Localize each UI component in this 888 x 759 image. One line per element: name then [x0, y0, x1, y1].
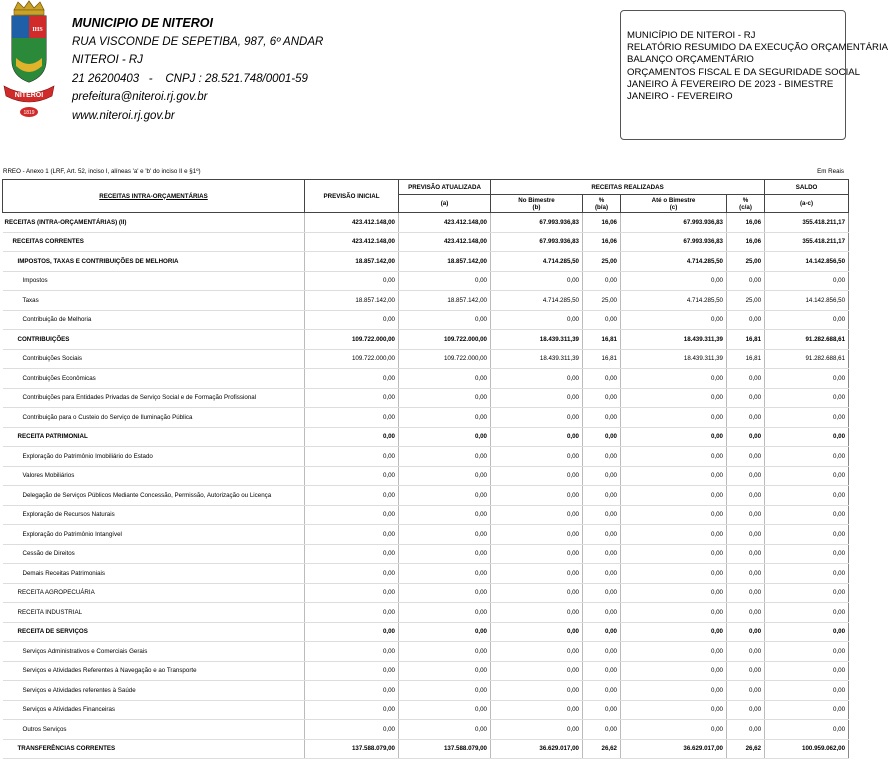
row-value: 0,00 — [305, 661, 399, 681]
row-label: Valores Mobiliários — [3, 466, 305, 486]
row-value: 0,00 — [583, 408, 621, 428]
row-value: 0,00 — [765, 661, 849, 681]
row-value: 36.629.017,00 — [491, 739, 583, 759]
table-row — [3, 505, 849, 525]
table-row — [3, 330, 849, 350]
row-value: 137.588.079,00 — [305, 739, 399, 759]
row-value: 0,00 — [491, 642, 583, 662]
row-value: 0,00 — [583, 544, 621, 564]
row-value: 0,00 — [399, 486, 491, 506]
row-label: Serviços Administrativos e Comerciais Gerais — [3, 642, 305, 662]
row-value: 0,00 — [491, 583, 583, 603]
row-value: 0,00 — [727, 505, 765, 525]
row-value: 0,00 — [727, 700, 765, 720]
row-value: 14.142.856,50 — [765, 252, 849, 272]
row-value: 0,00 — [727, 310, 765, 330]
report-line-3: BALANÇO ORÇAMENTÁRIO — [627, 54, 754, 66]
row-value: 0,00 — [765, 388, 849, 408]
row-label: Contribuições para Entidades Privadas de Serviço Social e de Formação Profissional — [3, 388, 305, 408]
row-value: 0,00 — [305, 447, 399, 467]
row-value: 0,00 — [583, 388, 621, 408]
row-value: 355.418.211,17 — [765, 232, 849, 252]
table-row — [3, 408, 849, 428]
table-row — [3, 720, 849, 740]
row-label: IMPOSTOS, TAXAS E CONTRIBUIÇÕES DE MELHORIA — [3, 252, 305, 272]
row-value: 16,81 — [583, 330, 621, 350]
table-row — [3, 603, 849, 623]
row-value: 91.282.688,61 — [765, 349, 849, 369]
table-row — [3, 525, 849, 545]
row-value: 18.439.311,39 — [621, 330, 727, 350]
row-value: 0,00 — [621, 681, 727, 701]
report-line-1: MUNICÍPIO DE NITEROI - RJ — [627, 30, 756, 41]
row-label: Serviços e Atividades referentes à Saúde — [3, 681, 305, 701]
row-label: RECEITA PATRIMONIAL — [3, 427, 305, 447]
row-label: Cessão de Direitos — [3, 544, 305, 564]
row-value: 4.714.285,50 — [621, 252, 727, 272]
row-value: 0,00 — [765, 525, 849, 545]
row-value: 0,00 — [621, 642, 727, 662]
row-value: 0,00 — [491, 700, 583, 720]
org-email: prefeitura@niteroi.rj.gov.br — [72, 91, 208, 104]
row-value: 0,00 — [491, 720, 583, 740]
row-value: 0,00 — [765, 544, 849, 564]
row-value: 0,00 — [491, 310, 583, 330]
row-label: Taxas — [3, 291, 305, 311]
row-value: 16,06 — [583, 232, 621, 252]
col-pct-ca: % (c/a) — [727, 195, 765, 213]
row-value: 0,00 — [491, 661, 583, 681]
row-value: 109.722.000,00 — [305, 330, 399, 350]
row-value: 0,00 — [727, 486, 765, 506]
row-value: 0,00 — [491, 603, 583, 623]
row-value: 0,00 — [583, 603, 621, 623]
row-value: 0,00 — [621, 720, 727, 740]
row-value: 0,00 — [765, 622, 849, 642]
report-line-4: ORÇAMENTOS FISCAL E DA SEGURIDADE SOCIAL — [627, 66, 860, 78]
row-label: Serviços e Atividades Financeiras — [3, 700, 305, 720]
row-value: 0,00 — [621, 388, 727, 408]
row-value: 0,00 — [621, 271, 727, 291]
row-value: 67.993.936,83 — [491, 213, 583, 233]
budget-table-body — [3, 213, 849, 759]
row-value: 0,00 — [727, 447, 765, 467]
row-label: Exploração de Recursos Naturais — [3, 505, 305, 525]
row-value: 18.857.142,00 — [399, 291, 491, 311]
row-value: 0,00 — [399, 622, 491, 642]
row-value: 0,00 — [765, 427, 849, 447]
table-row — [3, 681, 849, 701]
row-value: 0,00 — [491, 408, 583, 428]
row-value: 109.722.000,00 — [399, 330, 491, 350]
row-value: 18.857.142,00 — [305, 252, 399, 272]
row-value: 0,00 — [765, 486, 849, 506]
row-value: 0,00 — [491, 447, 583, 467]
row-value: 0,00 — [399, 720, 491, 740]
row-value: 0,00 — [727, 369, 765, 389]
table-row — [3, 232, 849, 252]
svg-text:IHS: IHS — [32, 27, 43, 33]
row-value: 0,00 — [621, 700, 727, 720]
row-value: 0,00 — [583, 447, 621, 467]
row-value: 0,00 — [621, 310, 727, 330]
table-row — [3, 349, 849, 369]
row-value: 67.993.936,83 — [621, 213, 727, 233]
row-label: Contribuição de Melhoria — [3, 310, 305, 330]
table-row — [3, 213, 849, 233]
row-value: 0,00 — [399, 544, 491, 564]
row-value: 0,00 — [621, 544, 727, 564]
row-value: 100.959.062,00 — [765, 739, 849, 759]
row-value: 0,00 — [491, 544, 583, 564]
row-value: 423.412.148,00 — [305, 213, 399, 233]
row-value: 18.439.311,39 — [621, 349, 727, 369]
row-value: 0,00 — [399, 505, 491, 525]
org-address: RUA VISCONDE DE SEPETIBA, 987, 6º ANDAR — [72, 35, 324, 48]
row-value: 0,00 — [583, 661, 621, 681]
row-value: 0,00 — [765, 583, 849, 603]
row-value: 0,00 — [727, 603, 765, 623]
table-row — [3, 622, 849, 642]
row-value: 0,00 — [583, 310, 621, 330]
org-city: NITEROI - RJ — [72, 54, 143, 67]
budget-table — [2, 179, 849, 759]
col-saldo: SALDO — [765, 180, 849, 195]
organization-info — [72, 14, 392, 126]
table-row — [3, 369, 849, 389]
col-ate-bimestre: Até o Bimestre (c) — [621, 195, 727, 213]
row-label: Outros Serviços — [3, 720, 305, 740]
row-value: 4.714.285,50 — [621, 291, 727, 311]
row-value: 0,00 — [399, 271, 491, 291]
table-row — [3, 271, 849, 291]
row-value: 0,00 — [399, 661, 491, 681]
table-row — [3, 739, 849, 759]
row-value: 423.412.148,00 — [399, 213, 491, 233]
row-value: 0,00 — [621, 486, 727, 506]
row-value: 0,00 — [305, 271, 399, 291]
row-value: 0,00 — [727, 427, 765, 447]
row-value: 0,00 — [399, 525, 491, 545]
row-value: 0,00 — [727, 525, 765, 545]
row-value: 0,00 — [305, 310, 399, 330]
row-value: 0,00 — [399, 681, 491, 701]
row-value: 0,00 — [621, 661, 727, 681]
row-value: 0,00 — [765, 603, 849, 623]
row-value: 16,81 — [727, 349, 765, 369]
row-value: 0,00 — [583, 720, 621, 740]
row-value: 0,00 — [621, 505, 727, 525]
col-saldo-sub: (a-c) — [765, 195, 849, 213]
row-value: 0,00 — [399, 466, 491, 486]
row-value: 0,00 — [305, 681, 399, 701]
table-row — [3, 642, 849, 662]
row-value: 0,00 — [305, 427, 399, 447]
col-pct-ba: % (b/a) — [583, 195, 621, 213]
row-value: 0,00 — [621, 369, 727, 389]
row-value: 0,00 — [305, 388, 399, 408]
municipal-crest-logo — [2, 0, 56, 120]
row-value: 36.629.017,00 — [621, 739, 727, 759]
row-value: 0,00 — [621, 408, 727, 428]
row-value: 0,00 — [727, 466, 765, 486]
row-value: 4.714.285,50 — [491, 252, 583, 272]
row-value: 0,00 — [583, 622, 621, 642]
row-value: 0,00 — [491, 466, 583, 486]
row-value: 0,00 — [765, 564, 849, 584]
row-value: 0,00 — [621, 447, 727, 467]
row-value: 0,00 — [765, 408, 849, 428]
row-label: Impostos — [3, 271, 305, 291]
table-row — [3, 544, 849, 564]
col-receitas: RECEITAS INTRA-ORÇAMENTÁRIAS — [3, 180, 305, 213]
row-value: 0,00 — [765, 310, 849, 330]
row-value: 16,81 — [583, 349, 621, 369]
row-value: 91.282.688,61 — [765, 330, 849, 350]
row-label: RECEITA DE SERVIÇOS — [3, 622, 305, 642]
row-label: RECEITAS (INTRA-ORÇAMENTÁRIAS) (II) — [3, 213, 305, 233]
row-value: 0,00 — [305, 525, 399, 545]
row-value: 0,00 — [491, 486, 583, 506]
row-value: 0,00 — [399, 583, 491, 603]
row-value: 137.588.079,00 — [399, 739, 491, 759]
col-receitas-realizadas: RECEITAS REALIZADAS — [491, 180, 765, 195]
org-name: MUNICIPIO DE NITEROI — [72, 16, 213, 30]
row-label: Delegação de Serviços Públicos Mediante Concessão, Permissão, Autorização ou Licença — [3, 486, 305, 506]
crest-year-text: 1819 — [23, 110, 35, 116]
row-value: 16,06 — [727, 232, 765, 252]
col-previsao-atualizada-sub: (a) — [399, 195, 491, 213]
row-value: 0,00 — [399, 603, 491, 623]
row-value: 0,00 — [583, 700, 621, 720]
row-value: 0,00 — [621, 466, 727, 486]
row-value: 0,00 — [727, 271, 765, 291]
row-label: TRANSFERÊNCIAS CORRENTES — [3, 739, 305, 759]
row-value: 0,00 — [765, 271, 849, 291]
row-value: 0,00 — [491, 505, 583, 525]
row-value: 18.857.142,00 — [399, 252, 491, 272]
row-value: 0,00 — [583, 427, 621, 447]
row-value: 67.993.936,83 — [491, 232, 583, 252]
row-value: 0,00 — [399, 700, 491, 720]
row-value: 0,00 — [621, 622, 727, 642]
row-value: 0,00 — [765, 447, 849, 467]
currency-note: Em Reais — [817, 168, 844, 175]
row-value: 25,00 — [727, 291, 765, 311]
row-label: Demais Receitas Patrimoniais — [3, 564, 305, 584]
table-row — [3, 388, 849, 408]
row-value: 0,00 — [583, 505, 621, 525]
row-label: Serviços e Atividades Referentes à Navegação e ao Transporte — [3, 661, 305, 681]
row-value: 0,00 — [727, 583, 765, 603]
report-title-box — [620, 10, 888, 140]
row-value: 0,00 — [305, 642, 399, 662]
row-value: 355.418.211,17 — [765, 213, 849, 233]
row-value: 16,81 — [727, 330, 765, 350]
row-value: 423.412.148,00 — [305, 232, 399, 252]
row-value: 0,00 — [727, 681, 765, 701]
row-value: 0,00 — [399, 447, 491, 467]
table-row — [3, 583, 849, 603]
row-value: 0,00 — [727, 408, 765, 428]
row-value: 0,00 — [491, 369, 583, 389]
row-value: 0,00 — [305, 583, 399, 603]
row-value: 0,00 — [583, 525, 621, 545]
table-row — [3, 427, 849, 447]
table-row — [3, 447, 849, 467]
report-line-2: RELATÓRIO RESUMIDO DA EXECUÇÃO ORÇAMENTÁRIA — [627, 42, 888, 54]
row-value: 0,00 — [727, 661, 765, 681]
legal-reference: RREO - Anexo 1 (LRF, Art. 52, inciso I, alíneas 'a' e 'b' do inciso II e §1º) — [3, 168, 201, 175]
col-previsao-atualizada: PREVISÃO ATUALIZADA — [399, 180, 491, 195]
row-value: 4.714.285,50 — [491, 291, 583, 311]
col-previsao-inicial: PREVISÃO INICIAL — [305, 180, 399, 213]
row-value: 109.722.000,00 — [399, 349, 491, 369]
table-row — [3, 252, 849, 272]
row-label: Exploração do Patrimônio Intangível — [3, 525, 305, 545]
row-value: 0,00 — [727, 544, 765, 564]
row-value: 0,00 — [305, 408, 399, 428]
table-row — [3, 564, 849, 584]
row-value: 0,00 — [765, 466, 849, 486]
row-value: 0,00 — [621, 583, 727, 603]
row-value: 0,00 — [583, 369, 621, 389]
row-value: 0,00 — [583, 486, 621, 506]
org-website: www.niteroi.rj.gov.br — [72, 109, 175, 122]
col-no-bimestre: No Bimestre (b) — [491, 195, 583, 213]
org-phone-cnpj: 21 26200403 - CNPJ : 28.521.748/0001-59 — [72, 72, 308, 85]
row-value: 0,00 — [765, 700, 849, 720]
row-value: 0,00 — [727, 622, 765, 642]
row-value: 0,00 — [305, 486, 399, 506]
row-value: 18.857.142,00 — [305, 291, 399, 311]
row-value: 0,00 — [727, 388, 765, 408]
row-value: 25,00 — [583, 291, 621, 311]
row-value: 0,00 — [399, 564, 491, 584]
row-value: 0,00 — [399, 310, 491, 330]
row-value: 0,00 — [305, 564, 399, 584]
row-value: 0,00 — [491, 271, 583, 291]
row-value: 18.439.311,39 — [491, 330, 583, 350]
row-value: 0,00 — [765, 369, 849, 389]
row-label: CONTRIBUIÇÕES — [3, 330, 305, 350]
row-value: 26,62 — [583, 739, 621, 759]
row-value: 0,00 — [621, 564, 727, 584]
row-label: Contribuição para o Custeio do Serviço de Iluminação Pública — [3, 408, 305, 428]
row-value: 0,00 — [727, 642, 765, 662]
row-value: 423.412.148,00 — [399, 232, 491, 252]
row-value: 0,00 — [399, 369, 491, 389]
row-value: 18.439.311,39 — [491, 349, 583, 369]
row-value: 0,00 — [399, 408, 491, 428]
row-label: RECEITAS CORRENTES — [3, 232, 305, 252]
row-value: 67.993.936,83 — [621, 232, 727, 252]
row-value: 0,00 — [305, 720, 399, 740]
row-value: 0,00 — [765, 681, 849, 701]
row-value: 0,00 — [399, 642, 491, 662]
row-label: RECEITA AGROPECUÁRIA — [3, 583, 305, 603]
row-label: Contribuições Sociais — [3, 349, 305, 369]
row-value: 0,00 — [399, 427, 491, 447]
row-value: 0,00 — [305, 603, 399, 623]
row-value: 0,00 — [727, 720, 765, 740]
row-value: 0,00 — [583, 564, 621, 584]
table-row — [3, 700, 849, 720]
table-row — [3, 310, 849, 330]
table-row — [3, 661, 849, 681]
row-value: 0,00 — [491, 388, 583, 408]
row-value: 0,00 — [621, 427, 727, 447]
row-value: 0,00 — [765, 642, 849, 662]
row-value: 25,00 — [727, 252, 765, 272]
row-value: 0,00 — [399, 388, 491, 408]
row-value: 109.722.000,00 — [305, 349, 399, 369]
row-value: 0,00 — [727, 564, 765, 584]
row-value: 0,00 — [765, 505, 849, 525]
row-value: 0,00 — [765, 720, 849, 740]
row-value: 16,06 — [583, 213, 621, 233]
row-value: 0,00 — [583, 681, 621, 701]
row-label: RECEITA INDUSTRIAL — [3, 603, 305, 623]
row-label: Exploração do Patrimônio Imobiliário do Estado — [3, 447, 305, 467]
row-value: 0,00 — [583, 466, 621, 486]
row-value: 0,00 — [491, 427, 583, 447]
row-value: 0,00 — [583, 642, 621, 662]
row-value: 0,00 — [305, 369, 399, 389]
row-value: 0,00 — [305, 505, 399, 525]
row-value: 0,00 — [305, 700, 399, 720]
row-value: 0,00 — [491, 525, 583, 545]
row-value: 0,00 — [491, 622, 583, 642]
row-value: 0,00 — [305, 544, 399, 564]
row-value: 14.142.856,50 — [765, 291, 849, 311]
row-value: 0,00 — [491, 681, 583, 701]
table-row — [3, 466, 849, 486]
row-value: 0,00 — [305, 622, 399, 642]
row-label: Contribuições Econômicas — [3, 369, 305, 389]
row-value: 25,00 — [583, 252, 621, 272]
report-line-5: JANEIRO À FEVEREIRO DE 2023 - BIMESTRE JANEIRO - FEVEREIRO — [627, 78, 834, 103]
row-value: 0,00 — [583, 271, 621, 291]
row-value: 0,00 — [305, 466, 399, 486]
table-row — [3, 291, 849, 311]
row-value: 0,00 — [583, 583, 621, 603]
row-value: 16,06 — [727, 213, 765, 233]
crest-ribbon-text: NITEROI — [14, 92, 44, 99]
row-value: 26,62 — [727, 739, 765, 759]
row-value: 0,00 — [621, 603, 727, 623]
row-value: 0,00 — [621, 525, 727, 545]
table-row — [3, 486, 849, 506]
row-value: 0,00 — [491, 564, 583, 584]
